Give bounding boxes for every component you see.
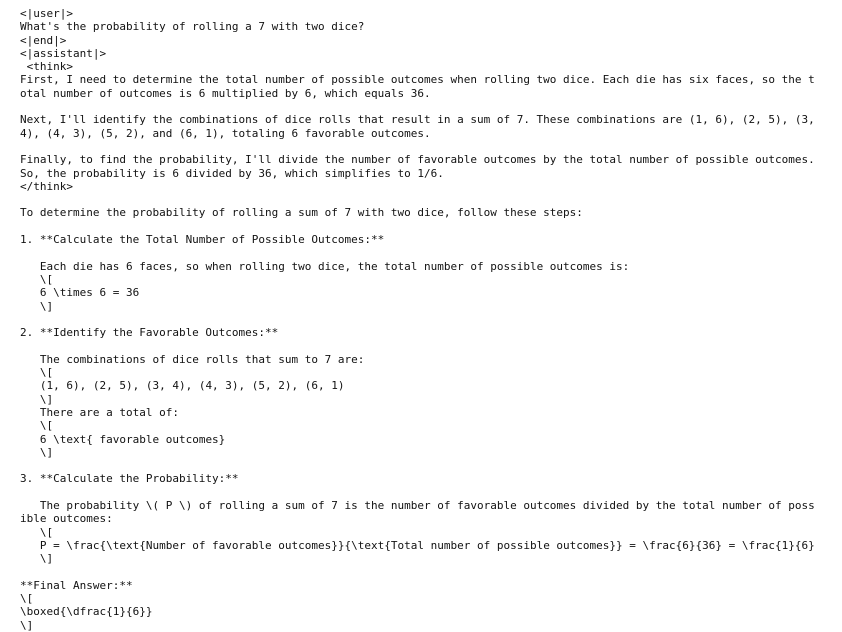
transcript-line: **Final Answer:**	[20, 578, 133, 592]
transcript-line: \[	[20, 272, 54, 286]
transcript-line: \]	[20, 618, 34, 632]
transcript-line: <|end|>	[20, 33, 67, 47]
transcript-line: The probability \( P \) of rolling a sum of 7 is the number of favorable outcomes divided by the total number of possible outcomes:	[20, 498, 815, 526]
transcript-line: \[	[20, 419, 54, 433]
transcript-line: Next, I'll identify the combinations of dice rolls that result in a sum of 7. These combinations are (1, 6), (2, 5), (3, 4), (4, 3), (5, 2), and (6, 1), totaling 6 favorable outcomes.	[20, 113, 822, 140]
transcript-line: \]	[20, 552, 54, 566]
transcript-line: 6 \times 6 = 36	[20, 286, 140, 300]
blank-line	[20, 220, 818, 233]
transcript-line: The combinations of dice rolls that sum to 7 are:	[20, 352, 365, 366]
transcript-line: </think>	[20, 179, 73, 193]
transcript-line: To determine the probability of rolling a sum of 7 with two dice, follow these steps:	[20, 206, 583, 220]
blank-line	[20, 246, 818, 259]
blank-line	[20, 193, 818, 206]
transcript-line: Each die has 6 faces, so when rolling two dice, the total number of possible outcomes is:	[20, 259, 630, 273]
blank-line	[20, 486, 818, 499]
transcript-line: First, I need to determine the total number of possible outcomes when rolling two dice. Each die has six faces, so the total number of outcomes is 6 multiplied by 6, which equals 36.	[20, 73, 815, 100]
transcript-line: \[	[20, 525, 54, 539]
transcript-line: 2. **Identify the Favorable Outcomes:**	[20, 326, 279, 340]
transcript-line: \[	[20, 366, 54, 380]
blank-line	[20, 313, 818, 326]
blank-line	[20, 459, 818, 472]
transcript-line: P = \frac{\text{Number of favorable outcomes}}{\text{Total number of possible outcomes}} = \frac{6}{36} = \frac{1}{6}	[20, 538, 815, 552]
blank-line	[20, 100, 818, 113]
blank-line	[20, 140, 818, 153]
transcript-line: \boxed{\dfrac{1}{6}}	[20, 605, 153, 619]
transcript-line: Finally, to find the probability, I'll divide the number of favorable outcomes by the total number of possible outcomes. So, the probability is 6 divided by 36, which simplifies to 1/6.	[20, 153, 822, 180]
transcript-line: \]	[20, 392, 54, 406]
transcript-line: <think>	[20, 60, 73, 74]
transcript-line: <|user|>	[20, 7, 73, 20]
transcript-line: 1. **Calculate the Total Number of Possible Outcomes:**	[20, 233, 385, 247]
transcript-line: What's the probability of rolling a 7 with two dice?	[20, 20, 365, 34]
transcript-line: 3. **Calculate the Probability:**	[20, 472, 239, 486]
transcript-line: There are a total of:	[20, 405, 179, 419]
blank-line	[20, 565, 818, 578]
transcript-line: (1, 6), (2, 5), (3, 4), (4, 3), (5, 2), (6, 1)	[20, 379, 345, 393]
transcript-line: 6 \text{ favorable outcomes}	[20, 432, 226, 446]
transcript-line: \]	[20, 445, 54, 459]
chat-transcript	[20, 7, 822, 632]
transcript-line: \]	[20, 299, 54, 313]
transcript-line: <|assistant|>	[20, 46, 107, 60]
blank-line	[20, 339, 818, 352]
transcript-line: \[	[20, 592, 34, 606]
